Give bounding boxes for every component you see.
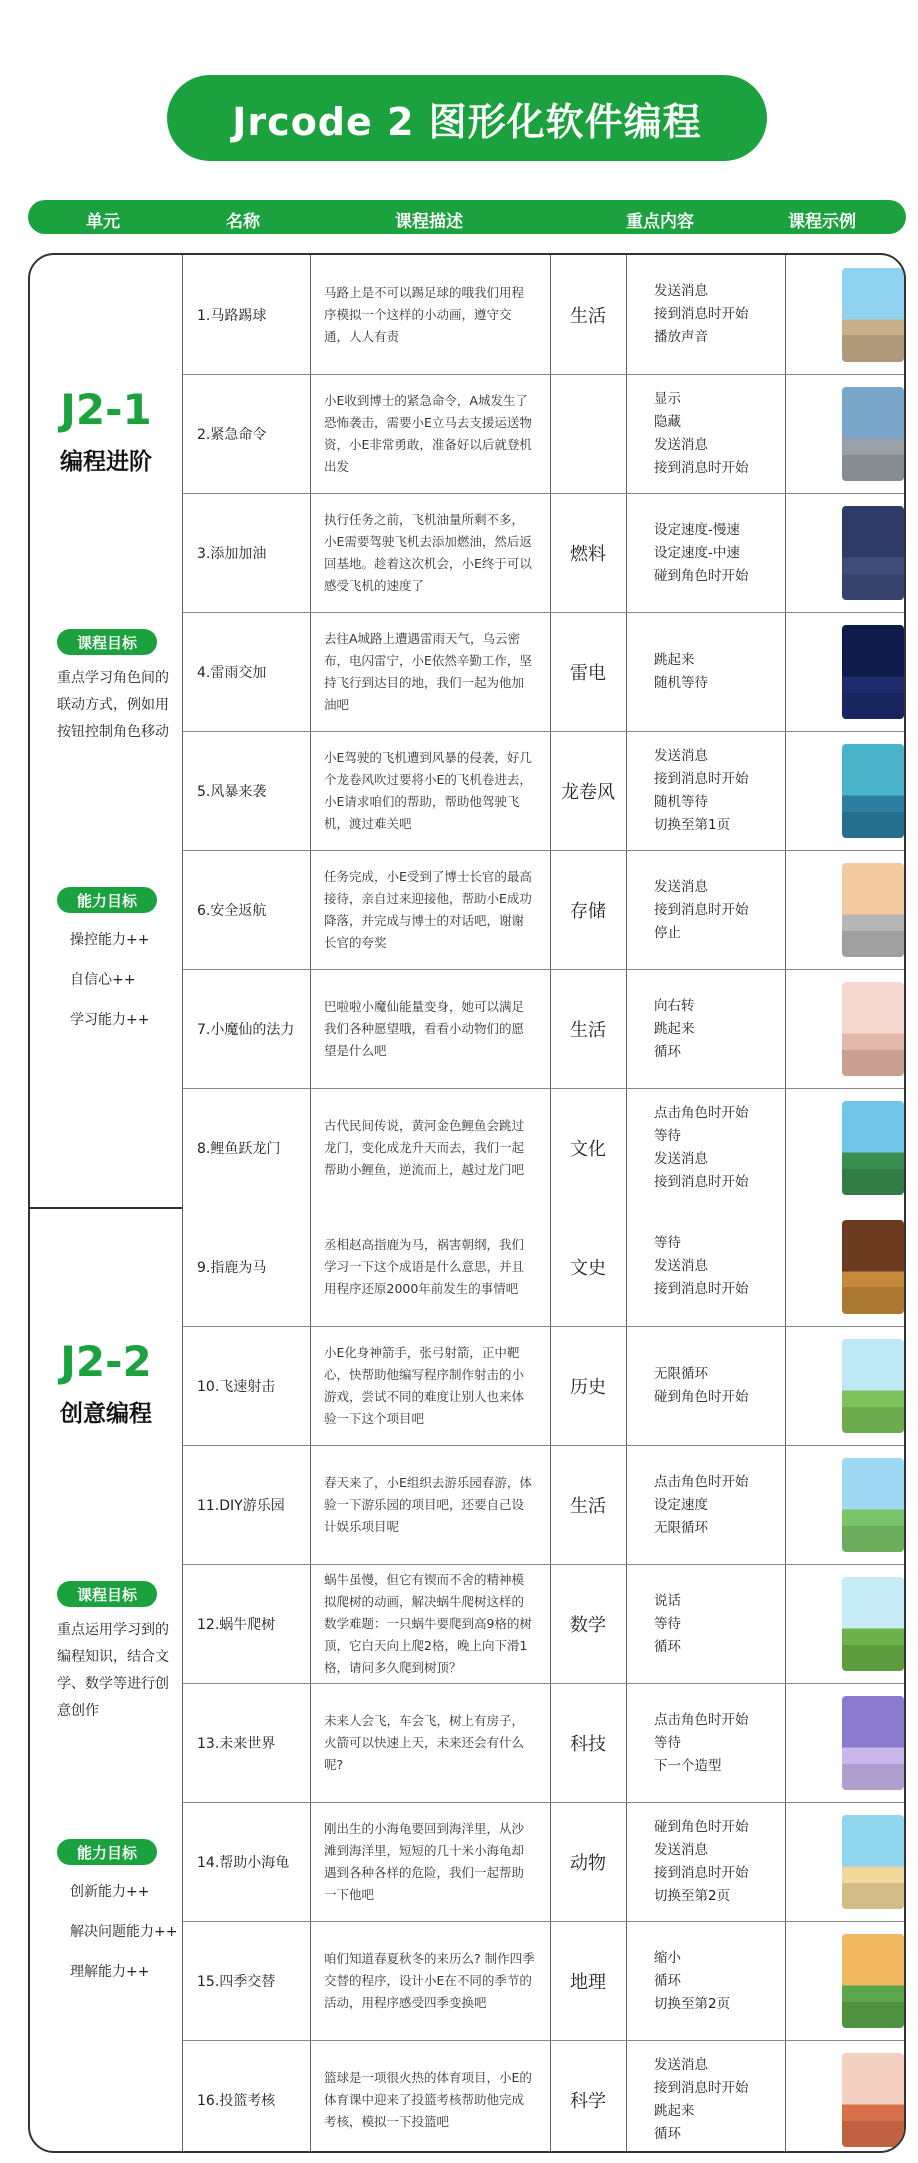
lesson-category: 文化	[570, 1139, 606, 1160]
key-point-item: 接到消息时开始	[654, 460, 749, 476]
example-cell	[832, 494, 904, 612]
ability-list	[70, 920, 149, 1040]
unit-code: J2-2	[60, 1337, 152, 1386]
lesson-description: 小E化身神箭手，张弓射箭，正中靶心，快帮助他编写程序制作射击的小游戏，尝试不同的难度让别人也来体验一下这个项目吧	[324, 1345, 525, 1426]
basketball-court-thumbnail	[842, 2053, 904, 2147]
course-goal-text: 重点学习角色间的联动方式，例如用按钮控制角色移动	[57, 670, 169, 740]
key-points	[626, 494, 832, 612]
unit-j2-1	[30, 255, 182, 1207]
lesson-name: 2.紧急命令	[197, 427, 267, 443]
key-point-item: 无限循环	[654, 1366, 708, 1382]
key-point-item: 停止	[654, 924, 681, 941]
key-point-item: 接到消息时开始	[654, 1865, 749, 1881]
example-cell	[832, 1803, 904, 1921]
key-point-item: 发送消息	[654, 1151, 708, 1167]
table-header	[28, 200, 906, 234]
lesson-description: 小E收到博士的紧急命令，A城发生了恐怖袭击，需要小E立马去支援运送物资，小E非常勇敢，准备好以后就登机出发	[324, 393, 532, 474]
key-point-item: 跳起来	[654, 1020, 695, 1037]
lesson-category: 燃料	[570, 544, 606, 565]
key-point-item: 发送消息	[654, 748, 708, 764]
key-points	[626, 732, 832, 850]
key-point-item: 循环	[654, 1043, 681, 1060]
lesson-name: 7.小魔仙的法力	[197, 1022, 295, 1038]
key-points	[626, 1684, 832, 1802]
beach-thumbnail	[842, 1815, 904, 1909]
key-point-item: 缩小	[654, 1949, 681, 1966]
lesson-category: 龙卷风	[561, 782, 615, 803]
key-point-item: 等待	[654, 1235, 681, 1251]
lesson-category: 雷电	[570, 663, 606, 684]
lesson-category: 动物	[570, 1853, 606, 1874]
key-points	[626, 1446, 832, 1564]
key-points	[626, 613, 832, 731]
key-point-item: 发送消息	[654, 2057, 708, 2073]
example-cell	[832, 1089, 904, 1207]
ability-item: 创新能力++	[70, 1884, 150, 1900]
lesson-name: 9.指鹿为马	[197, 1259, 267, 1276]
key-point-item: 无限循环	[654, 1519, 708, 1536]
key-points	[626, 375, 832, 493]
example-cell	[832, 613, 904, 731]
example-cell	[832, 1327, 904, 1445]
table-row	[182, 1921, 904, 2040]
lesson-name: 15.四季交替	[197, 1974, 276, 1990]
airport-thumbnail	[842, 863, 904, 957]
key-point-item: 点击角色时开始	[654, 1473, 749, 1490]
key-points	[626, 1565, 832, 1683]
lesson-description: 蜗牛虽慢，但它有锲而不舍的精神模拟爬树的动画，解决蜗牛爬树这样的数学难题：一只蜗牛要爬到高9格的树顶，它白天向上爬2格，晚上向下滑1格，请问多久爬到树顶？	[324, 1572, 532, 1675]
key-point-item: 循环	[654, 1972, 681, 1989]
key-point-item: 循环	[654, 2126, 681, 2142]
key-points	[626, 1207, 832, 1326]
table-row	[182, 1445, 904, 1564]
table-row	[182, 612, 904, 731]
key-point-item: 点击角色时开始	[654, 1105, 749, 1121]
table-row	[182, 1802, 904, 1921]
lesson-category: 科学	[570, 2091, 606, 2112]
tree-snail-thumbnail	[842, 1577, 904, 1671]
header-unit: 单元	[86, 212, 120, 232]
course-goal-text: 重点运用学习到的编程知识，结合文学、数学等进行创意创作	[57, 1622, 169, 1719]
header-example: 课程示例	[788, 212, 856, 232]
unit-name: 创意编程	[60, 1401, 152, 1427]
example-cell	[832, 255, 904, 374]
lesson-description: 任务完成，小E受到了博士长官的最高接待，亲自过来迎接他，帮助小E成功降落，并完成与博士的对话吧，谢谢长官的夸奖	[324, 869, 532, 950]
ability-goal-badge: 能力目标	[57, 887, 157, 913]
lesson-category: 地理	[570, 1972, 606, 1993]
key-point-item: 切换至第2页	[654, 1995, 731, 2012]
unit-j2-2	[30, 1207, 182, 2153]
lesson-name: 3.添加加油	[197, 546, 267, 562]
lesson-name: 12.蜗牛爬树	[197, 1617, 276, 1633]
key-point-item: 点击角色时开始	[654, 1711, 749, 1728]
table-row	[182, 255, 904, 374]
magic-room-thumbnail	[842, 982, 904, 1076]
lesson-name: 10.飞速射击	[197, 1379, 276, 1395]
table-row	[182, 1207, 904, 1326]
ability-item: 理解能力++	[70, 1964, 150, 1980]
table-row	[182, 1564, 904, 1683]
key-point-item: 接到消息时开始	[654, 2080, 749, 2096]
ability-goal-badge: 能力目标	[57, 1839, 157, 1865]
lesson-description: 执行任务之前，飞机油量所剩不多，小E需要驾驶飞机去添加燃油，然后返回基地。趁着这次机会，小E终于可以感受飞机的速度了	[324, 512, 532, 593]
example-cell	[832, 375, 904, 493]
example-cell	[832, 1684, 904, 1802]
lesson-description: 去往A城路上遭遇雷雨天气，乌云密布，电闪雷宁，小E依然辛勤工作，坚持飞行到达目的地，我们一起为他加油吧	[324, 631, 532, 712]
key-point-item: 下一个造型	[654, 1757, 722, 1774]
key-point-item: 发送消息	[654, 283, 708, 299]
key-points	[626, 1922, 832, 2040]
lesson-description: 巴啦啦小魔仙能量变身，她可以满足我们各种愿望哦，看看小动物们的愿望是什么吧	[324, 999, 525, 1058]
example-cell	[832, 1565, 904, 1683]
lesson-description: 咱们知道春夏秋冬的来历么? 制作四季交替的程序，设计小E在不同的季节的活动，用程序感受四季变换吧	[324, 1951, 535, 2010]
lesson-description: 春天来了，小E组织去游乐园春游，体验一下游乐园的项目吧，还要自己设计娱乐项目呢	[324, 1475, 532, 1534]
key-point-item: 碰到角色时开始	[654, 567, 749, 584]
example-cell	[832, 732, 904, 850]
lesson-category: 生活	[570, 1496, 606, 1517]
lesson-name: 14.帮助小海龟	[197, 1855, 290, 1871]
key-points	[626, 1089, 832, 1207]
unit-name: 编程进阶	[60, 449, 152, 475]
key-point-item: 等待	[654, 1615, 681, 1632]
lesson-name: 6.安全返航	[197, 903, 267, 919]
header-name: 名称	[226, 212, 260, 232]
lesson-name: 5.风暴来袭	[197, 784, 267, 800]
key-point-item: 接到消息时开始	[654, 1174, 749, 1190]
key-point-item: 设定速度-中速	[654, 544, 740, 561]
stormy-sky-thumbnail	[842, 625, 904, 719]
future-city-thumbnail	[842, 1696, 904, 1790]
key-point-item: 接到消息时开始	[654, 306, 749, 322]
lesson-category: 文史	[570, 1257, 606, 1279]
table-row	[182, 1326, 904, 1445]
key-point-item: 接到消息时开始	[654, 1281, 749, 1297]
lesson-name: 11.DIY游乐园	[197, 1498, 285, 1514]
key-point-item: 切换至第2页	[654, 1888, 731, 1904]
table-row	[182, 493, 904, 612]
key-point-item: 发送消息	[654, 878, 708, 895]
example-cell	[832, 851, 904, 969]
key-point-item: 接到消息时开始	[654, 771, 749, 787]
street-scene-thumbnail	[842, 268, 904, 362]
lesson-description: 刚出生的小海龟要回到海洋里，从沙滩到海洋里，短短的几十米小海龟却遇到各种各样的危险，我们一起帮助一下他吧	[324, 1821, 525, 1902]
lesson-category: 生活	[570, 305, 606, 327]
header-description: 课程描述	[395, 212, 463, 232]
ability-item: 解决问题能力++	[70, 1924, 178, 1940]
lesson-category: 存储	[570, 901, 606, 922]
lesson-description: 未来人会飞，车会飞，树上有房子，火箭可以快速上天，未来还会有什么呢?	[324, 1713, 525, 1772]
lesson-name: 13.未来世界	[197, 1736, 276, 1752]
key-point-item: 碰到角色时开始	[654, 1389, 749, 1405]
ability-item: 学习能力++	[70, 1012, 150, 1028]
key-point-item: 设定速度	[654, 1496, 708, 1513]
course-table	[28, 253, 906, 2153]
lesson-name: 16.投篮考核	[197, 2093, 276, 2109]
lesson-description: 小E驾驶的飞机遭到风暴的侵袭，好几个龙卷风吹过要将小E的飞机卷进去，小E请求咱们的帮助，帮助他驾驶飞机，渡过难关吧	[324, 750, 532, 831]
key-points	[626, 2041, 832, 2153]
lesson-category: 数学	[570, 1615, 606, 1636]
storm-sea-thumbnail	[842, 744, 904, 838]
key-point-item: 发送消息	[654, 1842, 708, 1858]
key-point-item: 发送消息	[654, 1258, 708, 1274]
lesson-category: 生活	[570, 1020, 606, 1041]
key-point-item: 跳起来	[654, 652, 695, 668]
archery-field-thumbnail	[842, 1339, 904, 1433]
lesson-category: 科技	[570, 1734, 606, 1755]
key-point-item: 播放声音	[654, 329, 708, 345]
key-point-item: 隐藏	[654, 414, 681, 430]
key-point-item: 设定速度-慢速	[654, 521, 740, 538]
amusement-park-thumbnail	[842, 1458, 904, 1552]
city-road-thumbnail	[842, 387, 904, 481]
example-cell	[832, 1207, 904, 1326]
example-cell	[832, 2041, 904, 2153]
table-row	[182, 850, 904, 969]
page-title: Jrcode 2 图形化软件编程	[167, 75, 767, 161]
lesson-description: 篮球是一项很火热的体育项目，小E的体育课中迎来了投篮考核帮助他完成考核，模拟一下投篮吧	[324, 2070, 532, 2129]
course-goal-badge: 课程目标	[57, 1581, 157, 1607]
table-row	[182, 969, 904, 1088]
key-point-item: 等待	[654, 1128, 681, 1144]
table-row	[182, 1683, 904, 1802]
key-point-item: 跳起来	[654, 2103, 695, 2119]
header-key-points: 重点内容	[626, 212, 694, 232]
lesson-name: 4.雷雨交加	[197, 665, 267, 681]
key-points	[626, 1803, 832, 1921]
table-row	[182, 374, 904, 493]
key-points	[626, 970, 832, 1088]
key-point-item: 随机等待	[654, 675, 708, 691]
lesson-category	[550, 375, 626, 493]
key-point-item: 说话	[654, 1592, 681, 1609]
example-cell	[832, 970, 904, 1088]
key-point-item: 切换至第1页	[654, 817, 731, 833]
night-city-thumbnail	[842, 506, 904, 600]
key-point-item: 循环	[654, 1638, 681, 1655]
unit-code: J2-1	[60, 385, 152, 434]
table-row	[182, 1088, 904, 1207]
lesson-description: 马路上是不可以踢足球的哦我们用程序模拟一个这样的小动画，遵守交通，人人有责	[324, 284, 525, 344]
palace-hall-thumbnail	[842, 1220, 904, 1314]
course-goal-badge: 课程目标	[57, 629, 157, 655]
waterfall-thumbnail	[842, 1101, 904, 1195]
key-point-item: 等待	[654, 1734, 681, 1751]
ability-item: 操控能力++	[70, 932, 150, 948]
key-point-item: 发送消息	[654, 437, 708, 453]
table-row	[182, 2040, 904, 2153]
key-points	[626, 1327, 832, 1445]
key-point-item: 向右转	[654, 997, 695, 1014]
lesson-description: 古代民间传说，黄河金色鲤鱼会跳过龙门，变化成龙升天而去，我们一起帮助小鲤鱼，逆流而上，越过龙门吧	[324, 1118, 525, 1177]
key-point-item: 随机等待	[654, 794, 708, 810]
table-row	[182, 731, 904, 850]
lesson-description: 丞相赵高指鹿为马，祸害朝纲，我们学习一下这个成语是什么意思，并且用程序还原2000年前发生的事情吧	[324, 1236, 525, 1296]
forest-seasons-thumbnail	[842, 1934, 904, 2028]
key-point-item: 碰到角色时开始	[654, 1819, 749, 1835]
lesson-category: 历史	[570, 1377, 606, 1398]
key-points	[626, 851, 832, 969]
example-cell	[832, 1922, 904, 2040]
example-cell	[832, 1446, 904, 1564]
lesson-name: 1.马路踢球	[197, 307, 267, 324]
ability-item: 自信心++	[70, 972, 136, 988]
key-points	[626, 255, 832, 374]
key-point-item: 接到消息时开始	[654, 901, 749, 918]
lesson-name: 8.鲤鱼跃龙门	[197, 1141, 281, 1157]
ability-list	[70, 1872, 177, 1992]
key-point-item: 显示	[654, 391, 681, 407]
